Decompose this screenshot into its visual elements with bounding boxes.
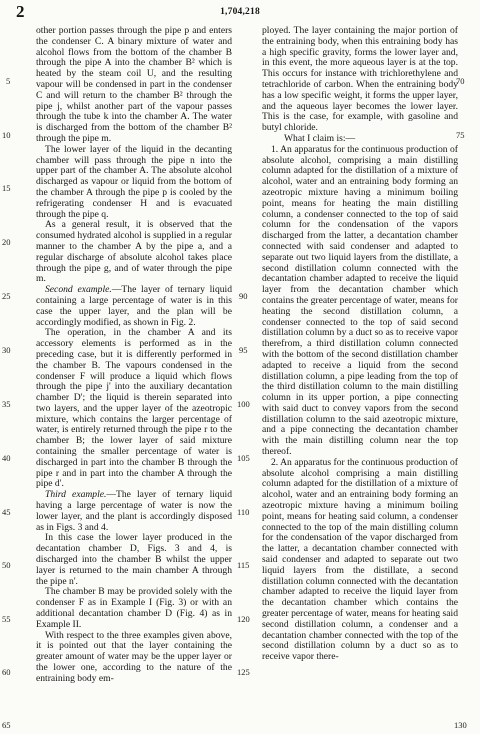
line-number: 35 bbox=[2, 399, 11, 409]
paragraph: With respect to the three examples given above, it is pointed out that the layer containing the greater amount of water may be the upper layer or the lower one, according to the nature of the entraining body em- bbox=[36, 629, 232, 684]
line-number: 120 bbox=[237, 614, 250, 624]
line-number: 125 bbox=[237, 667, 250, 677]
paragraph: The operation, in the chamber A and its accessory elements is performed as in the preceding case, but it is differently performed in the chamber B. The vapours condensed in the condenser F will produce a liquid which flows through the pipe j' into the auxiliary decantation chamber D'; the liquid is therein separated into two layers, and the upper layer of the azeotropic mixture, which contains the larger percentage of water, is entirely returned through the pipe r to the chamber B; the lower layer of said mixture containing the smaller percentage of water is discharged in part into the chamber B through the pipe r and in part into the chamber A through the pipe d'. bbox=[36, 327, 232, 490]
line-number: 40 bbox=[2, 453, 11, 463]
paragraph: ployed. The layer containing the major portion of the entraining body, when this entraining body has a high specific gravity, forms the lower layer and, in this event, the more aqueous layer is at the top. This occurs for instance with trichlorethylene and tetrachloride of carbon. When the entraining body has a low specific weight, it forms the upper layer, and the aqueous layer becomes the lower layer. This is the case, for example, with gasoline and butyl chloride. bbox=[262, 25, 458, 134]
line-number: 75 bbox=[456, 130, 465, 140]
line-number: 60 bbox=[2, 667, 11, 677]
line-number: 130 bbox=[454, 720, 467, 730]
example-text: —The layer of ternary liquid having a large percentage of water is now the lower layer, and the plant is accordingly disposed as in Figs. 3 and 4. bbox=[36, 489, 232, 533]
line-number: 5 bbox=[6, 76, 11, 86]
line-number: 95 bbox=[239, 345, 248, 355]
line-number: 110 bbox=[237, 507, 250, 517]
line-number: 115 bbox=[237, 560, 250, 570]
line-number: 65 bbox=[2, 720, 11, 730]
line-number: 25 bbox=[2, 291, 11, 301]
line-number: 45 bbox=[2, 507, 11, 517]
paragraph: other portion passes through the pipe p and enters the condenser C. A binary mixture of water and alcohol flows from the bottom of the chamber B through the pipe A into the chamber B² which is heated by the steam coil U, and the resulting vapour will be condensed in part in the condenser C and will return to the chamber B² through the pipe j, whilst another part of the vapour passes through the tube k into the chamber A. The water is discharged from the bottom of the chamber B² through the pipe m. bbox=[36, 25, 232, 144]
line-number: 20 bbox=[2, 237, 11, 247]
example-heading: Second example. bbox=[45, 284, 112, 296]
claims-heading: What I claim is:— bbox=[284, 132, 356, 144]
line-number: 50 bbox=[2, 560, 11, 570]
example-text: —The layer of ternary liquid containing a large percentage of water is in this case the upper layer, and the plan will be accordingly modified, as shown in Fig. 2. bbox=[36, 284, 232, 328]
example-heading: Third example. bbox=[45, 489, 107, 501]
paragraph: In this case the lower layer produced in the decantation chamber D, Figs. 3 and 4, is discharged into the chamber B whilst the upper layer is returned to the main chamber A through the pipe n'. bbox=[36, 532, 232, 587]
line-number: 70 bbox=[456, 76, 465, 86]
line-number: 55 bbox=[2, 614, 11, 624]
page-header bbox=[0, 2, 480, 24]
paragraph-second-example bbox=[36, 285, 232, 328]
claim-2: 2. An apparatus for the continuous production of absolute alcohol comprising a main distilling column adapted for the distillation of a mixture of alcohol, water and an entraining body forming an azeotropic mixture having a minimum boiling point, means for heating said column, a condenser connected to the top of the main distilling column for the condensation of the vapor discharged from the latter, a decantation chamber connected with said condenser and adapted to separate out two liquid layers from the distillate, a second distillation column connected with the decantation chamber adapted to receive the liquid layer from the decantation chamber which contains the greater percentage of water, means for heating said second distillation column, a condenser and a decantation chamber connected with the top of the second distillation column by a duct so as to receive vapor there- bbox=[262, 456, 458, 663]
paragraph: The lower layer of the liquid in the decanting chamber will pass through the pipe n into the upper part of the chamber A. The absolute alcohol discharged as vapour or liquid from the bottom of the chamber A through the pipe p is cooled by the refrigerating condenser H and is evacuated through the pipe q. bbox=[36, 143, 232, 220]
left-text-column bbox=[36, 26, 232, 685]
line-number: 15 bbox=[2, 183, 11, 193]
line-number: 30 bbox=[2, 345, 11, 355]
paragraph: The chamber B may be provided solely with the condenser F as in Example I (Fig. 3) or with an additional decantation chamber D (Fig. 4) as in Example II. bbox=[36, 586, 232, 630]
line-number: 100 bbox=[237, 399, 250, 409]
paragraph-third-example bbox=[36, 490, 232, 533]
paragraph: As a general result, it is observed that the consumed hydrated alcohol is supplied in a regular manner to the chamber A by the pipe a, and a regular discharge of absolute alcohol takes place through the pipe g, and of water through the pipe m. bbox=[36, 219, 232, 285]
right-text-column bbox=[262, 26, 458, 663]
line-number: 90 bbox=[239, 291, 248, 301]
page-number: 2 bbox=[16, 2, 25, 21]
claim-1: 1. An apparatus for the continuous production of absolute alcohol, comprising a main distilling column adapted for the distillation of a mixture of alcohol, water and an entraining body forming an azeotropic mixture having a minimum boiling point, means for heating the main distilling column, a condenser connected to the top of said column for the condensation of the vapors discharged from the latter, a decantation chamber connected with said condenser and adapted to separate out two liquid layers from the distillate, a second distillation column connected with the decantation chamber adapted to receive the liquid layer from the decantation chamber which contains the greater percentage of water, means for heating the second distillation column, a condenser connected to the top of said second distillation column by a duct so as to receive vapor therefrom, a third distillation column connected with the bottom of the second distillation chamber adapted to receive a liquid from the second distillation column, a pipe leading from the top of the third distillation column to the main distilling column in its upper portion, a pipe connecting with said duct to convey vapors from the second distillation column to the said azeotropic mixture, and a pipe connecting the decantation chamber with the main distilling column near the top thereof. bbox=[262, 143, 458, 458]
line-number: 105 bbox=[237, 453, 250, 463]
patent-number: 1,704,218 bbox=[220, 7, 260, 17]
line-number: 10 bbox=[2, 130, 11, 140]
